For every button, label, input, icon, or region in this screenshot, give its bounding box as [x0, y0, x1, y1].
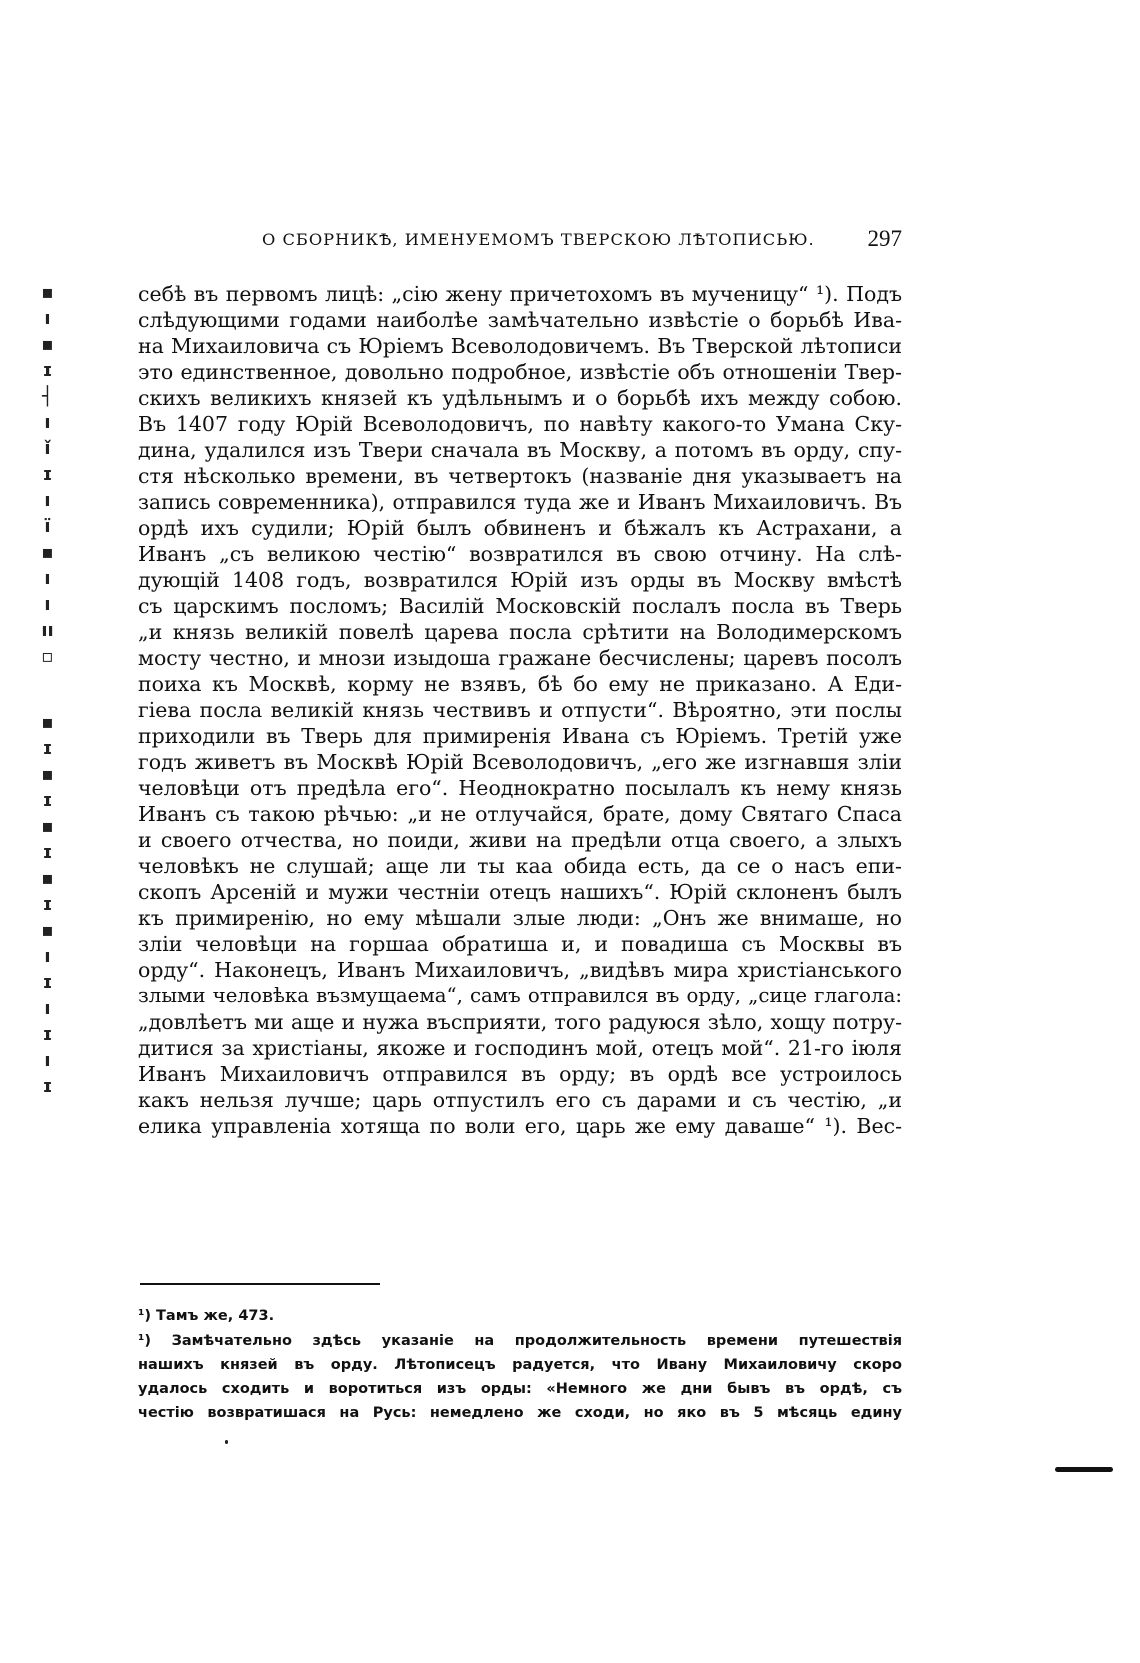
bleed-mark: ı	[44, 1050, 51, 1071]
bleed-mark: ɪ	[42, 842, 53, 863]
footnote-line: ¹) Замѣчательно здѣсь указаніе на продолжительность времени путешествія	[138, 1333, 902, 1349]
footnote-line: честію возвратишася на Русь: немедлено же сходи, но яко въ 5 мѣсяць едину	[138, 1405, 902, 1421]
text-line: Иванъ Михаиловичъ отправился въ орду; въ ордѣ все устроилось	[138, 1062, 902, 1086]
footnote-line: удалось сходить и воротиться изъ орды: «Немного же дни бывъ въ ордѣ, съ	[138, 1381, 902, 1397]
bleed-mark: ▪	[41, 868, 54, 889]
bleed-mark: ɪ	[42, 790, 53, 811]
bleed-mark: ıı	[41, 620, 54, 641]
text-line: это единственное, довольно подробное, извѣстіе объ отношеніи Твер-	[138, 360, 902, 384]
text-line: и своего отчества, но поиди, живи на предѣли отца своего, а злыхъ	[138, 828, 902, 852]
text-line: съ царскимъ посломъ; Василій Московскій послалъ посла въ Тверь	[138, 594, 902, 618]
footnote-divider	[140, 1283, 380, 1285]
text-line: зліи человѣци на горшаа обратиша и, и повадиша съ Москвы въ	[138, 932, 902, 956]
page-header	[262, 226, 902, 254]
bleed-mark: ı	[44, 594, 51, 615]
text-line: злыми человѣка възмущаема“, самъ отправился въ орду, „сице глагола:	[138, 984, 902, 1007]
text-line: какъ нельзя лучше; царь отпустилъ его съ дарами и съ честію, „и	[138, 1088, 902, 1112]
bleed-through-margin	[35, 282, 60, 1142]
bleed-mark: ▫	[41, 646, 54, 667]
text-line: скихъ великихъ князей къ удѣльнымъ и о борьбѣ ихъ между собою.	[138, 386, 902, 410]
bleed-mark: ǐ	[44, 438, 51, 459]
text-line: „и князь великій повелѣ царева посла срѣтити на Володимерскомъ	[138, 620, 902, 644]
text-line: на Михаиловича съ Юріемъ Всеволодовичемъ. Въ Тверской лѣтописи	[138, 334, 902, 358]
text-line: приходили въ Тверь для примиренія Ивана съ Юріемъ. Третій уже	[138, 724, 902, 748]
text-line: поиха къ Москвѣ, корму не взявъ, бѣ бо ему не приказано. А Еди-	[138, 672, 902, 696]
bleed-mark: ▪	[41, 542, 54, 563]
running-title: О СБОРНИКѢ, ИМЕНУЕМОМЪ ТВЕРСКОЮ ЛѢТОПИСЬЮ.	[262, 230, 815, 249]
text-line: елика управленіа хотяща по воли его, царь же ему даваше“ ¹). Вес-	[138, 1114, 902, 1138]
bleed-mark: ı	[44, 308, 51, 329]
text-line: человѣци отъ предѣла его“. Неоднократно посылалъ къ нему князь	[138, 776, 902, 800]
bleed-mark: ɪ	[42, 1076, 53, 1097]
bleed-mark: ı	[44, 490, 51, 511]
bleed-mark: ▪	[41, 282, 54, 303]
text-line: скопъ Арсеній и мужи честніи отецъ нашихъ“. Юрій склоненъ былъ	[138, 880, 902, 904]
text-line: годъ живетъ въ Москвѣ Юрій Всеволодовичъ, „его же изгнавшя зліи	[138, 750, 902, 774]
text-line: стя нѣсколько времени, въ четвертокъ (названіе дня указываетъ на	[138, 464, 902, 488]
scan-edge-mark	[1055, 1467, 1113, 1472]
text-line: къ примиренію, но ему мѣшали злые люди: „Онъ же внимаше, но	[138, 906, 902, 930]
text-line: дующій 1408 годъ, возвратился Юрій изъ орды въ Москву вмѣстѣ	[138, 568, 902, 592]
bleed-mark: ▪	[41, 712, 54, 733]
text-line: гіева посла великій князь чествивъ и отпусти“. Вѣроятно, эти послы	[138, 698, 902, 722]
bleed-mark: ▪	[41, 920, 54, 941]
text-line: дина, удалился изъ Твери сначала въ Москву, а потомъ въ орду, спу-	[138, 438, 902, 462]
page-number: 297	[867, 226, 902, 251]
bleed-mark: ɪ	[42, 894, 53, 915]
bleed-mark: ┤	[42, 386, 53, 407]
scan-speck	[225, 1440, 228, 1444]
bleed-mark: ▪	[41, 816, 54, 837]
text-line: орду“. Наконецъ, Иванъ Михаиловичъ, „видѣвъ мира христіанського	[138, 958, 902, 982]
text-line: ордѣ ихъ судили; Юрій былъ обвиненъ и бѣжалъ къ Астрахани, а	[138, 516, 902, 540]
bleed-mark: ɪ	[42, 738, 53, 759]
text-line: Иванъ „съ великою честію“ возвратился въ свою отчину. На слѣ-	[138, 542, 902, 566]
bleed-mark: ▪	[41, 334, 54, 355]
footnote-line: нашихъ князей въ орду. Лѣтописецъ радуется, что Ивану Михаиловичу скоро	[138, 1357, 902, 1373]
text-line: мосту честно, и мнози изыдоша гражане бесчислены; царевъ посолъ	[138, 646, 902, 670]
bleed-mark: ï	[44, 516, 51, 537]
bleed-mark: ɪ	[42, 464, 53, 485]
text-line: слѣдующими годами наиболѣе замѣчательно извѣстіе о борьбѣ Ива-	[138, 308, 902, 332]
bleed-mark: ▪	[41, 764, 54, 785]
text-line: запись современника), отправился туда же и Иванъ Михаиловичъ. Въ	[138, 490, 902, 514]
bleed-mark: ɪ	[42, 1024, 53, 1045]
bleed-mark: ı	[44, 998, 51, 1019]
bleed-mark: ı	[44, 412, 51, 433]
text-line: дитися за христіаны, якоже и господинъ мой, отецъ мой“. 21-го іюля	[138, 1036, 902, 1060]
text-line: человѣкъ не слушай; аще ли ты каа обида есть, да се о насъ епи-	[138, 854, 902, 878]
text-line: „довлѣетъ ми аще и нужа въсприяти, того радуюся зѣло, хощу потру-	[138, 1010, 902, 1034]
bleed-mark: ɪ	[42, 360, 53, 381]
footnote-line: ¹) Тамъ же, 473.	[138, 1308, 275, 1324]
bleed-mark: ı	[44, 568, 51, 589]
text-line: Иванъ съ такою рѣчью: „и не отлучайся, брате, дому Святаго Спаса	[138, 802, 902, 826]
bleed-mark: ɪ	[42, 972, 53, 993]
text-line: себѣ въ первомъ лицѣ: „сію жену причетохомъ въ мученицу“ ¹). Подъ	[138, 282, 902, 306]
text-line: Въ 1407 году Юрій Всеволодовичъ, по навѣту какого-то Умана Ску-	[138, 412, 902, 436]
bleed-mark: ı	[44, 946, 51, 967]
